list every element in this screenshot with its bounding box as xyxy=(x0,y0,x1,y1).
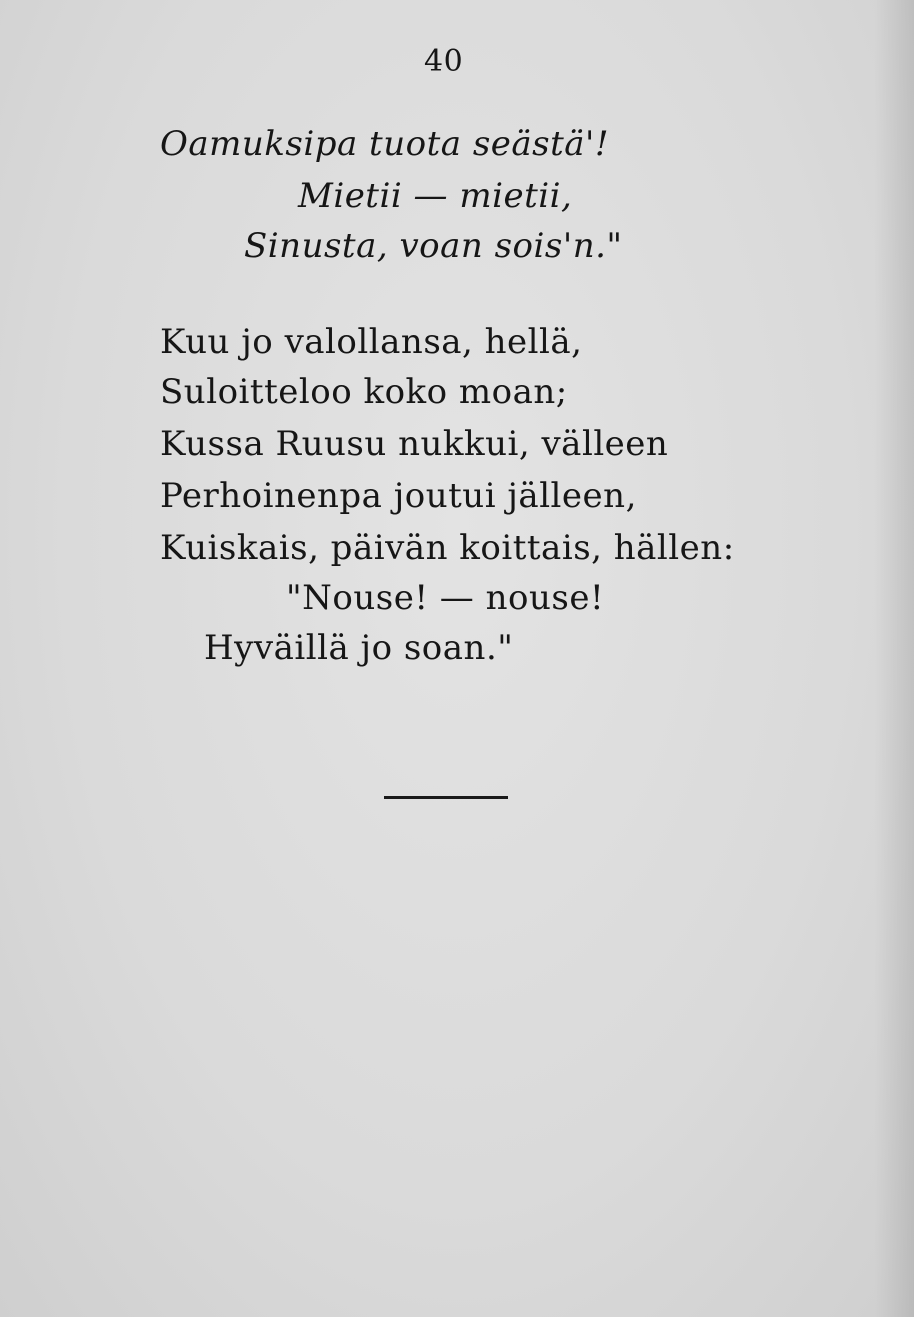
poem-line: Perhoinenpa joutui jälleen, xyxy=(160,476,637,516)
poem-line: Mietii — mietii, xyxy=(298,176,573,216)
poem-line: Kuu jo valollansa, hellä, xyxy=(160,322,583,362)
poem-line: "Nouse! — nouse! xyxy=(286,578,605,618)
poem-line: Kussa Ruusu nukkui, välleen xyxy=(160,424,669,464)
poem-line: Sinusta, voan sois'n." xyxy=(244,226,623,266)
poem-line: Hyväillä jo soan." xyxy=(204,628,514,668)
page-number: 40 xyxy=(424,44,464,79)
poem-line: Suloitteloo koko moan; xyxy=(160,372,568,412)
section-divider-rule xyxy=(384,796,508,799)
poem-line: Oamuksipa tuota seästä'! xyxy=(160,124,610,164)
page-shadow xyxy=(874,0,914,1317)
poem-line: Kuiskais, päivän koittais, hällen: xyxy=(160,528,735,568)
